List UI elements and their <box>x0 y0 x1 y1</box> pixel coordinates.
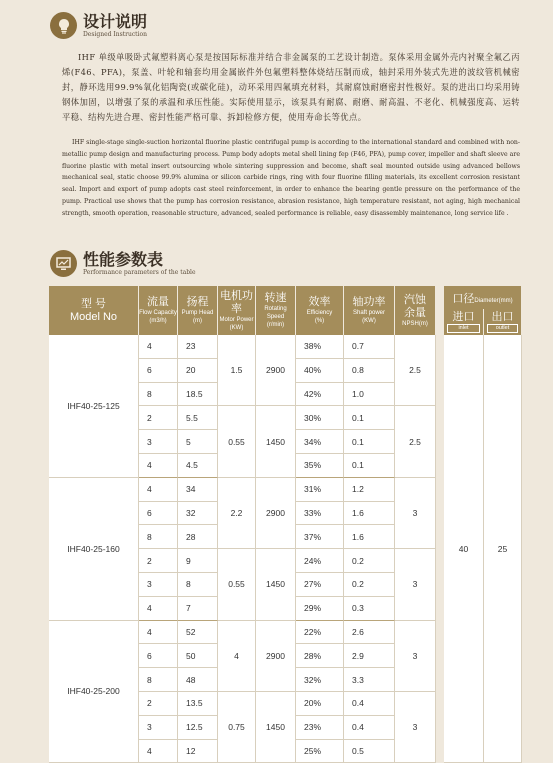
efficiency-cell: 32% <box>296 668 344 692</box>
head-cell: 7 <box>178 597 218 621</box>
flow-cell: 3 <box>139 430 178 454</box>
shaft-power-cell: 0.4 <box>344 716 395 740</box>
shaft-power-cell: 1.0 <box>344 383 395 407</box>
flow-cell: 2 <box>139 549 178 573</box>
shaft-power-cell: 0.2 <box>344 549 395 573</box>
speed-cell: 2900 <box>256 621 296 692</box>
design-section-header <box>50 12 147 39</box>
head-cell: 50 <box>178 644 218 668</box>
efficiency-cell: 24% <box>296 549 344 573</box>
design-subtitle: Designed Instruction <box>83 30 147 38</box>
shaft-power-cell: 1.6 <box>344 502 395 526</box>
model-cell: IHF40-25-200 <box>49 621 139 763</box>
efficiency-cell: 38% <box>296 335 344 359</box>
head-cell: 4.5 <box>178 454 218 478</box>
speed-cell: 1450 <box>256 692 296 763</box>
head-cell: 20 <box>178 359 218 383</box>
design-description-en: IHF single-stage single-suction horizontal fluorine plastic centrifugal pump is according to the international standard and combined with non-metallic pump design and manufacturing process. Pump body adopts metal shell lining fep (F46, PFA), pump cover, impeller and shaft sleeve are fluorine plastic with metal insert outsourcing whole sintering suppression and become, shaft seal mounted outside using advanced bellows mechanical seal, static choose 99.9% alumina or silicon carbide rings, ring with four fluorine filling materials, its excellent corrosion resistant seal. Import and export of pump adopts cast steel reinforcement, in order to enhance the bearing gentle pressure on the performance of the pump. Practical use shows that the pump has corrosion resistance, abrasion resistance, high temperature resistant, not aging, high mechanical strength, smooth operation, reasonable structure, advanced, sealed performance is reliable, easy disassembly maintenance, long service life . <box>62 139 520 217</box>
shaft-power-cell: 0.3 <box>344 597 395 621</box>
flow-cell: 4 <box>139 597 178 621</box>
head-cell: 8 <box>178 573 218 597</box>
monitor-icon <box>50 250 77 277</box>
header-shaft-power: 轴功率 Shaft power (KW) <box>344 286 395 335</box>
flow-cell: 2 <box>139 692 178 716</box>
npsh-cell: 3 <box>395 478 436 549</box>
flow-cell: 4 <box>139 621 178 645</box>
header-npsh: 汽蚀 余量 NPSH(m) <box>395 286 436 335</box>
model-cell: IHF40-25-160 <box>49 478 139 621</box>
efficiency-cell: 28% <box>296 644 344 668</box>
head-cell: 18.5 <box>178 383 218 407</box>
efficiency-cell: 29% <box>296 597 344 621</box>
head-cell: 52 <box>178 621 218 645</box>
speed-cell: 1450 <box>256 549 296 620</box>
design-title: 设计说明 <box>83 11 148 31</box>
performance-section-header <box>50 250 196 277</box>
header-diameter: 口径Diameter(mm) <box>444 286 522 309</box>
head-cell: 48 <box>178 668 218 692</box>
head-cell: 5 <box>178 430 218 454</box>
shaft-power-cell: 3.3 <box>344 668 395 692</box>
flow-cell: 4 <box>139 478 178 502</box>
head-cell: 13.5 <box>178 692 218 716</box>
npsh-cell: 3 <box>395 549 436 620</box>
performance-subtitle: Performance parameters of the table <box>83 268 196 276</box>
efficiency-cell: 40% <box>296 359 344 383</box>
efficiency-cell: 37% <box>296 525 344 549</box>
head-cell: 12.5 <box>178 716 218 740</box>
efficiency-cell: 23% <box>296 716 344 740</box>
head-cell: 28 <box>178 525 218 549</box>
shaft-power-cell: 2.6 <box>344 621 395 645</box>
efficiency-cell: 33% <box>296 502 344 526</box>
flow-cell: 4 <box>139 335 178 359</box>
head-cell: 12 <box>178 740 218 763</box>
header-speed: 转速 Rotating Speed (r/min) <box>256 286 296 335</box>
performance-table-body <box>49 335 522 763</box>
header-model: 型 号 Model No <box>49 286 139 335</box>
flow-cell: 8 <box>139 525 178 549</box>
flow-cell: 3 <box>139 573 178 597</box>
model-cell: IHF40-25-125 <box>49 335 139 478</box>
flow-cell: 8 <box>139 668 178 692</box>
shaft-power-cell: 0.5 <box>344 740 395 763</box>
npsh-cell: 3 <box>395 621 436 692</box>
efficiency-cell: 30% <box>296 406 344 430</box>
shaft-power-cell: 0.1 <box>344 430 395 454</box>
motor-power-cell: 0.55 <box>218 406 256 477</box>
header-outlet: 出口 outlet <box>484 309 522 335</box>
efficiency-cell: 31% <box>296 478 344 502</box>
flow-cell: 2 <box>139 406 178 430</box>
flow-cell: 4 <box>139 454 178 478</box>
performance-table-wrapper <box>49 286 522 756</box>
flow-cell: 3 <box>139 716 178 740</box>
header-flow: 流量 Flow Capacity (m3/h) <box>139 286 178 335</box>
npsh-cell: 2.5 <box>395 406 436 477</box>
motor-power-cell: 2.2 <box>218 478 256 549</box>
head-cell: 23 <box>178 335 218 359</box>
design-description-cn: IHF 单级单吸卧式氟塑料离心泵是按国际标准并结合非金属泵的工艺设计制造。泵体采用金属外壳内衬聚全氟乙丙烯(F46、PFA)，泵盖、叶轮和轴套均用金属嵌件外包氟塑料整体烧结压制而成，轴封采用外装式先进的波纹管机械密封，静环选用99.9%氧化铝陶瓷(或碳化硅)，动环采用四氟填充材料，其耐腐蚀耐磨密封性极好。泵的进出口均采用铸钢体加固，以增强了泵的承温和承压性能。实际使用显示，该泵具有耐腐、耐磨、耐高温、不老化、机械强度高、运转平稳、结构先进合理、密封性能严格可靠、拆卸检修方便，使用寿命长等优点。 <box>62 52 520 122</box>
npsh-cell: 3 <box>395 692 436 763</box>
shaft-power-cell: 0.1 <box>344 406 395 430</box>
shaft-power-cell: 0.4 <box>344 692 395 716</box>
speed-cell: 2900 <box>256 335 296 406</box>
efficiency-cell: 34% <box>296 430 344 454</box>
shaft-power-cell: 1.6 <box>344 525 395 549</box>
header-motor-power: 电机功率 Motor Power (KW) <box>218 286 256 335</box>
speed-cell: 2900 <box>256 478 296 549</box>
shaft-power-cell: 0.7 <box>344 335 395 359</box>
flow-cell: 4 <box>139 740 178 763</box>
efficiency-cell: 22% <box>296 621 344 645</box>
flow-cell: 6 <box>139 502 178 526</box>
flow-cell: 8 <box>139 383 178 407</box>
head-cell: 9 <box>178 549 218 573</box>
flow-cell: 6 <box>139 359 178 383</box>
efficiency-cell: 42% <box>296 383 344 407</box>
performance-table <box>49 286 522 763</box>
motor-power-cell: 4 <box>218 621 256 692</box>
motor-power-cell: 0.55 <box>218 549 256 620</box>
efficiency-cell: 35% <box>296 454 344 478</box>
head-cell: 5.5 <box>178 406 218 430</box>
speed-cell: 1450 <box>256 406 296 477</box>
shaft-power-cell: 2.9 <box>344 644 395 668</box>
outlet-cell: 25 <box>484 335 522 763</box>
efficiency-cell: 25% <box>296 740 344 763</box>
table-row <box>49 335 522 359</box>
head-cell: 34 <box>178 478 218 502</box>
flow-cell: 6 <box>139 644 178 668</box>
npsh-cell: 2.5 <box>395 335 436 406</box>
efficiency-cell: 20% <box>296 692 344 716</box>
shaft-power-cell: 0.8 <box>344 359 395 383</box>
efficiency-cell: 27% <box>296 573 344 597</box>
shaft-power-cell: 1.2 <box>344 478 395 502</box>
header-head: 扬程 Pump Head (m) <box>178 286 218 335</box>
shaft-power-cell: 0.2 <box>344 573 395 597</box>
performance-title: 性能参数表 <box>83 249 164 269</box>
shaft-power-cell: 0.1 <box>344 454 395 478</box>
header-efficiency: 效率 Efficiency (%) <box>296 286 344 335</box>
lightbulb-icon <box>50 12 77 39</box>
motor-power-cell: 0.75 <box>218 692 256 763</box>
inlet-cell: 40 <box>444 335 484 763</box>
motor-power-cell: 1.5 <box>218 335 256 406</box>
head-cell: 32 <box>178 502 218 526</box>
header-inlet: 进口 inlet <box>444 309 484 335</box>
